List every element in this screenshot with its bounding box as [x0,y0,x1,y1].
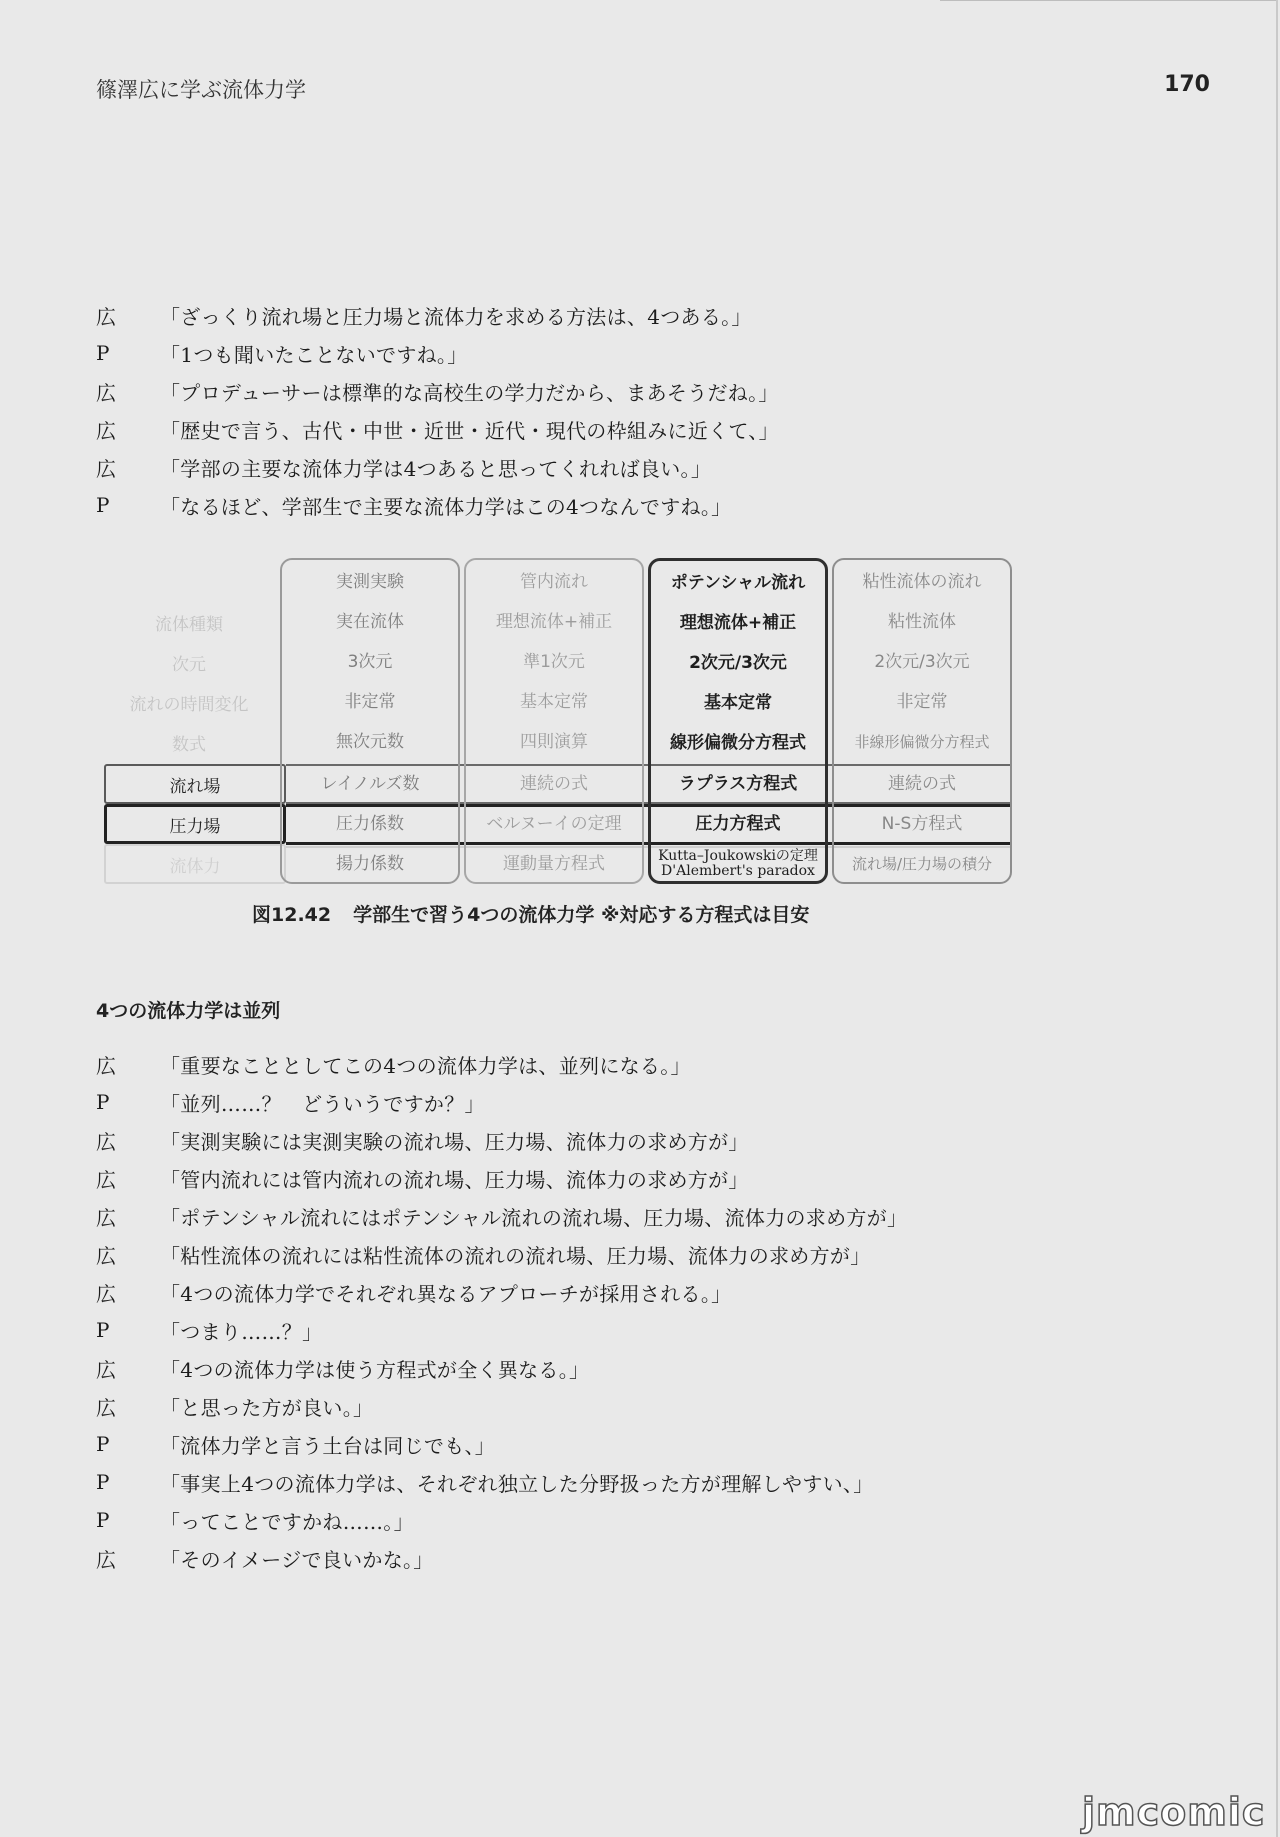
page-number: 170 [1164,72,1210,97]
right-edge-rule [1276,0,1278,1837]
cell-line: D'Alembert's paradox [661,863,815,879]
speech-text: 「ざっくり流れ場と圧力場と流体力を求める方法は、4つある。」 [160,304,752,329]
speaker-label: 広 [96,1357,116,1382]
dialogue-line [96,1311,907,1349]
cell: 連続の式 [520,773,588,794]
speaker-label: P [96,1318,110,1342]
dialogue-line [96,1045,907,1083]
dialogue-line [96,1197,907,1235]
speaker-label: P [96,341,110,365]
dialogue-line [96,1121,907,1159]
cell: ラプラス方程式 [678,773,798,794]
speaker-label: 広 [96,380,116,405]
cell: 無次元数 [336,731,404,752]
dialogue-block-2 [96,1045,907,1577]
speech-text: 「1つも聞いたことないですね。」 [160,342,468,367]
dialogue-line [96,1501,907,1539]
dialogue-line [96,1235,907,1273]
column-experimental-measurement [280,558,460,884]
dialogue-line [96,1463,907,1501]
cell: 基本定常 [704,692,772,713]
speaker-label: P [96,1508,110,1532]
speech-text: 「管内流れには管内流れの流れ場、圧力場、流体力の求め方が」 [160,1167,749,1192]
row-label-time-variation: 流れの時間変化 [129,694,249,715]
dialogue-line [96,1083,907,1121]
figure-comparison-table [100,558,1020,888]
dialogue-line [96,1387,907,1425]
cell: 理想流体+補正 [679,612,797,633]
speech-text: 「粘性流体の流れには粘性流体の流れの流れ場、圧力場、流体力の求め方が」 [160,1243,871,1268]
cell: 四則演算 [520,731,588,752]
dialogue-line [96,1539,907,1577]
speaker-label: 広 [96,1395,116,1420]
cell: 粘性流体の流れ [862,571,982,592]
cell: 線形偏微分方程式 [670,732,806,753]
row-label-fluid-type: 流体種類 [155,614,223,635]
cell: 揚力係数 [336,853,404,874]
dialogue-line [96,1273,907,1311]
cell: ポテンシャル流れ [670,572,806,593]
cell: ベルヌーイの定理 [486,813,622,834]
cell: 2次元/3次元 [874,651,970,672]
cell: 非線形偏微分方程式 [854,732,990,751]
speaker-label: 広 [96,1243,116,1268]
cell: 理想流体+補正 [495,611,613,632]
column-potential-flow [648,558,828,884]
speech-text: 「4つの流体力学は使う方程式が全く異なる。」 [160,1357,590,1382]
speaker-label: 広 [96,1167,116,1192]
top-edge-rule [940,0,1276,1]
dialogue-line [96,334,779,372]
speech-text: 「並列……？ どういうですか？」 [160,1091,485,1116]
dialogue-line [96,372,779,410]
cell: N-S方程式 [881,813,963,834]
cell: 非定常 [344,691,396,712]
speech-text: 「学部の主要な流体力学は4つあると思ってくれれば良い。」 [160,456,712,481]
running-header-title: 篠澤広に学ぶ流体力学 [96,78,306,102]
cell: 粘性流体 [888,611,956,632]
cell: 実測実験 [336,571,404,592]
row-label-formula: 数式 [172,734,206,755]
speech-text: 「そのイメージで良いかな。」 [160,1547,434,1572]
dialogue-line [96,410,779,448]
speaker-label: 広 [96,1129,116,1154]
cell: 非定常 [896,691,948,712]
column-viscous-flow [832,558,1012,884]
cell: 管内流れ [520,571,588,592]
dialogue-line [96,486,779,524]
cell: レイノルズ数 [320,773,420,794]
dialogue-line [96,448,779,486]
speaker-label: 広 [96,456,116,481]
cell: 準1次元 [523,651,585,672]
speech-text: 「なるほど、学部生で主要な流体力学はこの4つなんですね。」 [160,494,732,519]
dialogue-line [96,1425,907,1463]
cell: 実在流体 [336,611,404,632]
cell: 圧力係数 [336,813,404,834]
speech-text: 「ってことですかね……。」 [160,1509,414,1534]
figure-number: 図12.42 [252,904,332,926]
speaker-label: P [96,1090,110,1114]
cell: 連続の式 [888,773,956,794]
speaker-label: 広 [96,418,116,443]
speaker-label: P [96,493,110,517]
cell: 2次元/3次元 [689,652,787,673]
row-label-dimension: 次元 [172,654,206,675]
speech-text: 「実測実験には実測実験の流れ場、圧力場、流体力の求め方が」 [160,1129,749,1154]
speaker-label: 広 [96,304,116,329]
speech-text: 「歴史で言う、古代・中世・近世・近代・現代の枠組みに近くて、」 [160,418,779,443]
speech-text: 「4つの流体力学でそれぞれ異なるアプローチが採用される。」 [160,1281,732,1306]
speaker-label: P [96,1470,110,1494]
speech-text: 「と思った方が良い。」 [160,1395,374,1420]
speaker-label: 広 [96,1547,116,1572]
row-label-flow-field: 流れ場 [104,764,286,804]
speaker-label: P [96,1432,110,1456]
dialogue-line [96,1349,907,1387]
cell: 圧力方程式 [695,813,781,834]
watermark-logo: jmcomic [1082,1790,1266,1834]
column-pipe-flow [464,558,644,884]
speaker-label: 広 [96,1053,116,1078]
speech-text: 「ポテンシャル流れにはポテンシャル流れの流れ場、圧力場、流体力の求め方が」 [160,1205,908,1230]
row-label-fluid-force: 流体力 [104,844,286,884]
speech-text: 「重要なこととしてこの4つの流体力学は、並列になる。」 [160,1053,691,1078]
speaker-label: 広 [96,1281,116,1306]
dialogue-line [96,1159,907,1197]
speech-text: 「つまり……？」 [160,1319,323,1344]
section-heading: 4つの流体力学は並列 [96,1000,281,1022]
cell-two-line [651,843,825,885]
figure-caption-text: 学部生で習う4つの流体力学 ※対応する方程式は目安 [353,904,810,926]
dialogue-block-1 [96,296,779,524]
dialogue-line [96,296,779,334]
speech-text: 「事実上4つの流体力学は、それぞれ独立した分野扱った方が理解しやすい、」 [160,1471,874,1496]
figure-caption [252,900,809,927]
speaker-label: 広 [96,1205,116,1230]
cell: 3次元 [347,651,393,672]
row-label-pressure-field: 圧力場 [104,804,286,844]
cell: 流れ場/圧力場の積分 [851,854,993,873]
speech-text: 「プロデューサーは標準的な高校生の学力だから、まあそうだね。」 [160,380,779,405]
cell-line: Kutta–Joukowskiの定理 [658,847,818,864]
cell: 運動量方程式 [503,853,605,874]
speech-text: 「流体力学と言う土台は同じでも、」 [160,1433,496,1458]
cell: 基本定常 [520,691,588,712]
